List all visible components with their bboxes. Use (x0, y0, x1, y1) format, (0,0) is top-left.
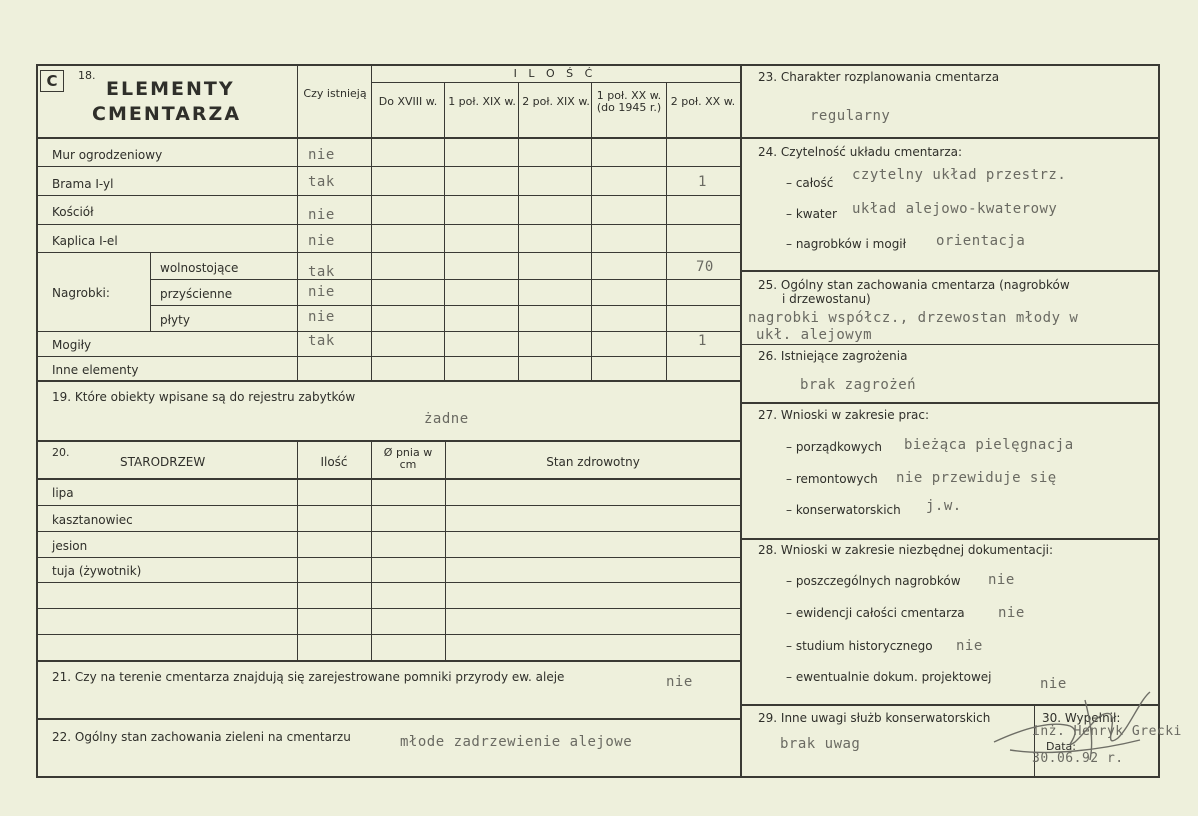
q27-item-value: nie przewiduje się (896, 470, 1057, 486)
q27-item-value: j.w. (926, 498, 962, 514)
period-2: 1 poł. XIX w. (448, 95, 516, 108)
element-exists: nie (308, 233, 335, 249)
signature (990, 680, 1160, 775)
q28-item-label: – ewidencji całości cmentarza (786, 606, 965, 620)
line (36, 380, 740, 382)
tree-row: kasztanowiec (52, 513, 133, 527)
line (445, 440, 446, 660)
line (36, 137, 740, 139)
line (740, 402, 1160, 404)
element-label: Kaplica I-el (52, 234, 118, 248)
q28-item-value: nie (956, 638, 983, 654)
q28-item-label: – ewentualnie dokum. projektowej (786, 670, 992, 684)
line (36, 634, 740, 635)
q24-label: 24. Czytelność układu cmentarza: (758, 145, 963, 159)
col-qty-header: I L O Ś Ć (513, 67, 597, 80)
element-label: Brama I-yl (52, 177, 114, 191)
element-label: Mur ogrodzeniowy (52, 148, 163, 162)
q30-label: 30. Wypełnił: (1042, 711, 1121, 725)
q24-item-label: – całość (786, 176, 834, 190)
line (36, 557, 740, 558)
q28-label: 28. Wnioski w zakresie niezbędnej dokumentacji: (758, 543, 1054, 557)
element-label: Mogiły (52, 338, 92, 352)
trees-number: 20. (52, 446, 70, 459)
line (371, 440, 372, 660)
line (297, 440, 298, 660)
frame-right (1158, 64, 1160, 778)
element-exists: nie (308, 309, 335, 325)
q25-label-1: 25. Ogólny stan zachowania cmentarza (nagrobków (758, 278, 1070, 292)
line (150, 305, 740, 306)
period-3: 2 poł. XIX w. (522, 95, 590, 108)
q30-date-label: Data: (1046, 740, 1076, 753)
q24-item-label: – nagrobków i mogił (786, 237, 907, 251)
element-exists: tak (308, 174, 335, 190)
q28-item-value: nie (998, 605, 1025, 621)
q25-value-1: nagrobki współcz., drzewostan młody w (748, 310, 1079, 326)
q23-value: regularny (810, 108, 891, 124)
line (36, 195, 740, 196)
trees-col-diam: Ø pnia w cm (383, 446, 433, 471)
q29-value: brak uwag (780, 736, 861, 752)
period-5: 2 poł. XX w. (670, 95, 736, 108)
q24-item-label: – kwater (786, 207, 837, 221)
title-line2: CMENTARZA (92, 103, 242, 125)
line (36, 531, 740, 532)
element-label: Inne elementy (52, 363, 139, 377)
nagrobki-label: Nagrobki: (52, 286, 110, 300)
q28-item-value: nie (1040, 676, 1067, 692)
element-qty: 70 (696, 259, 714, 275)
q30-name: inż. Henryk Grecki (1032, 724, 1182, 739)
trees-col-health: Stan zdrowotny (546, 455, 640, 469)
q22-value: młode zadrzewienie alejowe (400, 734, 633, 750)
frame-top (36, 64, 1160, 66)
box-letter: C (40, 70, 64, 92)
line (36, 224, 740, 225)
line (297, 64, 298, 380)
element-qty: 1 (698, 333, 707, 349)
title-line1: ELEMENTY (106, 78, 235, 100)
line (36, 505, 740, 506)
q24-item-value: układ alejowo-kwaterowy (852, 201, 1058, 217)
q29-label: 29. Inne uwagi służb konserwatorskich (758, 711, 991, 725)
element-exists: nie (308, 147, 335, 163)
q30-date: 30.06.92 r. (1032, 751, 1124, 766)
line (740, 344, 1160, 345)
frame-bottom (36, 776, 1160, 778)
col-exists-header: Czy istnieją (303, 87, 367, 100)
element-label: przyścienne (160, 287, 233, 301)
q24-item-value: czytelny układ przestrz. (852, 167, 1067, 183)
q26-label: 26. Istniejące zagrożenia (758, 349, 908, 363)
line (36, 478, 740, 480)
line (36, 356, 740, 357)
q27-item-label: – porządkowych (786, 440, 882, 454)
q25-value-2: ukł. alejowym (756, 327, 873, 343)
line (371, 64, 372, 380)
line (36, 718, 740, 720)
element-label: Kościół (52, 205, 94, 219)
line (444, 82, 445, 380)
line (36, 660, 740, 662)
line (150, 279, 740, 280)
q28-item-label: – poszczególnych nagrobków (786, 574, 961, 588)
q19-value: żadne (424, 411, 469, 427)
line (36, 582, 740, 583)
q25-label-2: i drzewostanu) (782, 292, 871, 306)
line (666, 82, 667, 380)
line (372, 82, 740, 83)
q27-item-label: – remontowych (786, 472, 878, 486)
line (36, 440, 740, 442)
q27-item-value: bieżąca pielęgnacja (904, 437, 1074, 453)
q19-label: 19. Które obiekty wpisane są do rejestru zabytków (52, 390, 356, 404)
element-qty: 1 (698, 174, 707, 190)
q27-item-label: – konserwatorskich (786, 503, 901, 517)
q24-item-value: orientacja (936, 233, 1026, 249)
line (591, 82, 592, 380)
element-label: płyty (160, 313, 190, 327)
line (36, 166, 740, 167)
period-1: Do XVIII w. (378, 95, 438, 108)
tree-row: lipa (52, 486, 74, 500)
tree-row: tuja (żywotnik) (52, 564, 142, 578)
period-4: 1 poł. XX w. (do 1945 r.) (596, 89, 662, 114)
column-divider (740, 64, 742, 778)
q28-item-label: – studium historycznego (786, 639, 933, 653)
q28-item-value: nie (988, 572, 1015, 588)
q23-label: 23. Charakter rozplanowania cmentarza (758, 70, 1000, 84)
q21-label: 21. Czy na terenie cmentarza znajdują się zarejestrowane pomniki przyrody ew. aleje (52, 670, 565, 684)
trees-col-qty: Ilość (320, 455, 348, 469)
q27-label: 27. Wnioski w zakresie prac: (758, 408, 930, 422)
q22-label: 22. Ogólny stan zachowania zieleni na cmentarzu (52, 730, 351, 744)
section-number: 18. (78, 69, 96, 82)
frame-left (36, 64, 38, 778)
element-exists: nie (308, 284, 335, 300)
tree-row: jesion (52, 539, 88, 553)
line (740, 538, 1160, 540)
line (150, 252, 151, 331)
element-exists: tak (308, 333, 335, 349)
trees-header: STARODRZEW (120, 455, 206, 469)
line (740, 270, 1160, 272)
line (740, 137, 1160, 139)
line (36, 331, 740, 332)
element-exists: tak (308, 264, 335, 280)
line (36, 252, 740, 253)
element-label: wolnostojące (160, 261, 239, 275)
line (36, 608, 740, 609)
q21-value: nie (666, 674, 693, 690)
q26-value: brak zagrożeń (800, 377, 917, 393)
line (518, 82, 519, 380)
element-exists: nie (308, 207, 335, 223)
